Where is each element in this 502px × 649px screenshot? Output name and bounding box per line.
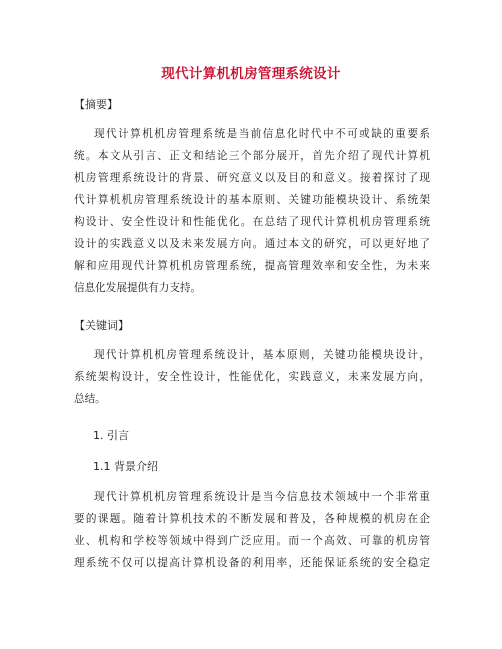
body-paragraph xyxy=(74,486,430,574)
abstract-line: 解和应用现代计算机机房管理系统，提高管理效率和安全性，为未来 xyxy=(74,260,430,272)
abstract-line: 代计算机机房管理系统设计的基本原则、关键功能模块设计、系统架 xyxy=(74,194,430,206)
keywords-paragraph xyxy=(74,344,430,410)
abstract-line: 信息化发展提供有力支持。 xyxy=(74,282,202,294)
document-title: 现代计算机机房管理系统设计 xyxy=(161,66,341,82)
body-line: 要的课题。随着计算机技术的不断发展和普及，各种规模的机房在企 xyxy=(74,513,430,525)
abstract-line: 统。本文从引言、正文和结论三个部分展开，首先介绍了现代计算机 xyxy=(74,150,430,162)
keywords-line: 总结。 xyxy=(74,393,106,405)
abstract-line: 构设计、安全性设计和性能优化。在总结了现代计算机机房管理系统 xyxy=(74,216,430,228)
keywords-heading: 【关键词】 xyxy=(74,319,129,332)
abstract-line: 设计的实践意义以及未来发展方向。通过本文的研究，可以更好地了 xyxy=(74,238,430,250)
abstract-line: 机房管理系统设计的背景、研究意义以及目的和意义。接着探讨了现 xyxy=(74,172,430,184)
keywords-line: 现代计算机机房管理系统设计，基本原则，关键功能模块设计， xyxy=(94,349,430,361)
section-heading-1: 1. 引言 xyxy=(93,429,129,442)
abstract-line: 现代计算机机房管理系统是当前信息化时代中不可或缺的重要系 xyxy=(94,128,430,140)
abstract-paragraph xyxy=(74,123,430,299)
keywords-line: 系统架构设计，安全性设计，性能优化，实践意义，未来发展方向， xyxy=(74,371,430,383)
section-heading-1-1: 1.1 背景介绍 xyxy=(93,460,158,473)
abstract-heading: 【摘要】 xyxy=(74,98,118,111)
body-line: 业、机构和学校等领域中得到广泛应用。而一个高效、可靠的机房管 xyxy=(74,535,430,547)
body-line: 理系统不仅可以提高计算机设备的利用率，还能保证系统的安全稳定 xyxy=(74,557,430,569)
body-line: 现代计算机机房管理系统设计是当今信息技术领域中一个非常重 xyxy=(94,491,430,503)
